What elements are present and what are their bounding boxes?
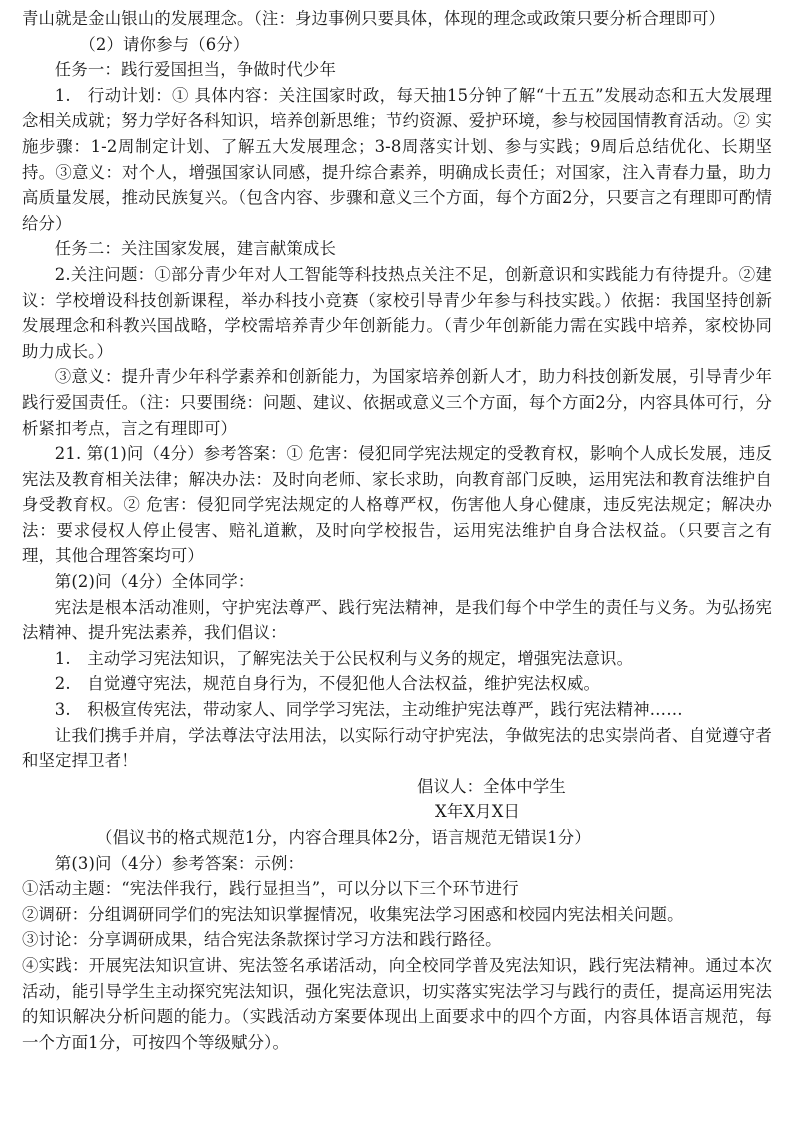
paragraph-significance: ③意义：提升青少年科学素养和创新能力，为国家培养创新人才，助力科技创新发展，引导青少年践行爱国责任。（注：只要围绕：问题、建议、依据或意义三个方面，每个方面2分，内容具体可行，分析紧扣考点，言之有理即可） [22, 367, 772, 438]
proposal-date: X年X月X日 [435, 802, 521, 822]
paragraph-action-plan: 1. 行动计划：① 具体内容：关注国家时政，每天抽15分钟了解“十五五”发展动态和五大发展理念相关成就；努力学好各科知识，培养创新思维；节约资源、爱护环境，参与校园国情教育活动。② 实施步骤：1-2周制定计划、了解五大发展理念；3-8周落实计划、参与实践；9周后总结优化、长期坚持。③意义：对个人，增强国家认同感，提升综合素养，明确成长责任；对国家，注入青春力量，助力高质量发展，推动民族复兴。（包含内容、步骤和意义三个方面，每个方面2分，只要言之有理即可酌情给分） [22, 85, 772, 233]
activity-discussion: ③讨论：分享调研成果，结合宪法条款探讨学习方法和践行路径。 [22, 930, 502, 950]
paragraph-q21-part1: 21. 第(1)问（4分）参考答案：① 危害：侵犯同学宪法规定的受教育权，影响个人成长发展，违反宪法及教育相关法律；解决办法：及时向老师、家长求助，向教育部门反映，运用宪法和教育法维护自身受教育权。② 危害：侵犯同学宪法规定的人格尊严权，伤害他人身心健康，违反宪法规定；解决办法：要求侵权人停止侵害、赔礼道歉，及时向学校报告，运用宪法维护自身合法权益。（只要言之有理，其他合理答案均可） [22, 444, 772, 566]
heading-task-one: 任务一：践行爱国担当，争做时代少年 [54, 60, 336, 80]
paragraph-green-mountains-note: 青山就是金山银山的发展理念。（注：身边事例只要具体，体现的理念或政策只要分析合理即可） [22, 9, 726, 28]
heading-q21-part2: 第(2)问（4分）全体同学： [54, 572, 255, 592]
heading-task-two: 任务二：关注国家发展，建言献策成长 [54, 239, 336, 259]
proposal-signature: 倡议人：全体中学生 [417, 776, 566, 796]
activity-theme: ①活动主题：“宪法伴我行，践行显担当”，可以分以下三个环节进行 [22, 879, 519, 899]
heading-participation: （2）请你参与（6分） [79, 34, 250, 54]
proposal-item-1: 1. 主动学习宪法知识，了解宪法关于公民权利与义务的规定，增强宪法意识。 [54, 648, 634, 668]
activity-practice: ④实践：开展宪法知识宣讲、宪法签名承诺活动，向全校同学普及宪法知识，践行宪法精神。通过本次活动，能引导学生主动探究宪法知识，强化宪法意识，切实落实宪法学习与践行的责任，提高运用宪法的知识解决分析问题的能力。（实践活动方案要体现出上面要求中的四个方面，内容具体语言规范，每一个方面1分，可按四个等级赋分）。 [22, 955, 772, 1052]
paragraph-focus-issue: 2.关注问题：①部分青少年对人工智能等科技热点关注不足，创新意识和实践能力有待提升。②建议：学校增设科技创新课程，举办科技小竞赛（家校引导青少年参与科技实践。）依据：我国坚持创新发展理念和科教兴国战略，学校需培养青少年创新能力。（青少年创新能力需在实践中培养，家校协同助力成长。） [22, 264, 772, 361]
paragraph-proposal-closing: 让我们携手并肩，学法尊法守法用法，以实际行动守护宪法，争做宪法的忠实崇尚者、自觉遵守者和坚定捍卫者！ [22, 725, 772, 771]
scoring-note: （倡议书的格式规范1分，内容合理具体2分，语言规范无错误1分） [96, 828, 591, 847]
paragraph-proposal-intro: 宪法是根本活动准则，守护宪法尊严、践行宪法精神，是我们每个中学生的责任与义务。为弘扬宪法精神、提升宪法素养，我们倡议： [22, 597, 772, 643]
proposal-item-3: 3. 积极宣传宪法，带动家人、同学学习宪法，主动维护宪法尊严，践行宪法精神…… [54, 700, 683, 720]
activity-research: ②调研：分组调研同学们的宪法知识掌握情况，收集宪法学习困惑和校园内宪法相关问题。 [22, 904, 684, 924]
heading-q21-part3: 第(3)问（4分）参考答案：示例： [54, 853, 305, 873]
proposal-item-2: 2. 自觉遵守宪法，规范自身行为，不侵犯他人合法权益，维护宪法权威。 [54, 674, 601, 694]
